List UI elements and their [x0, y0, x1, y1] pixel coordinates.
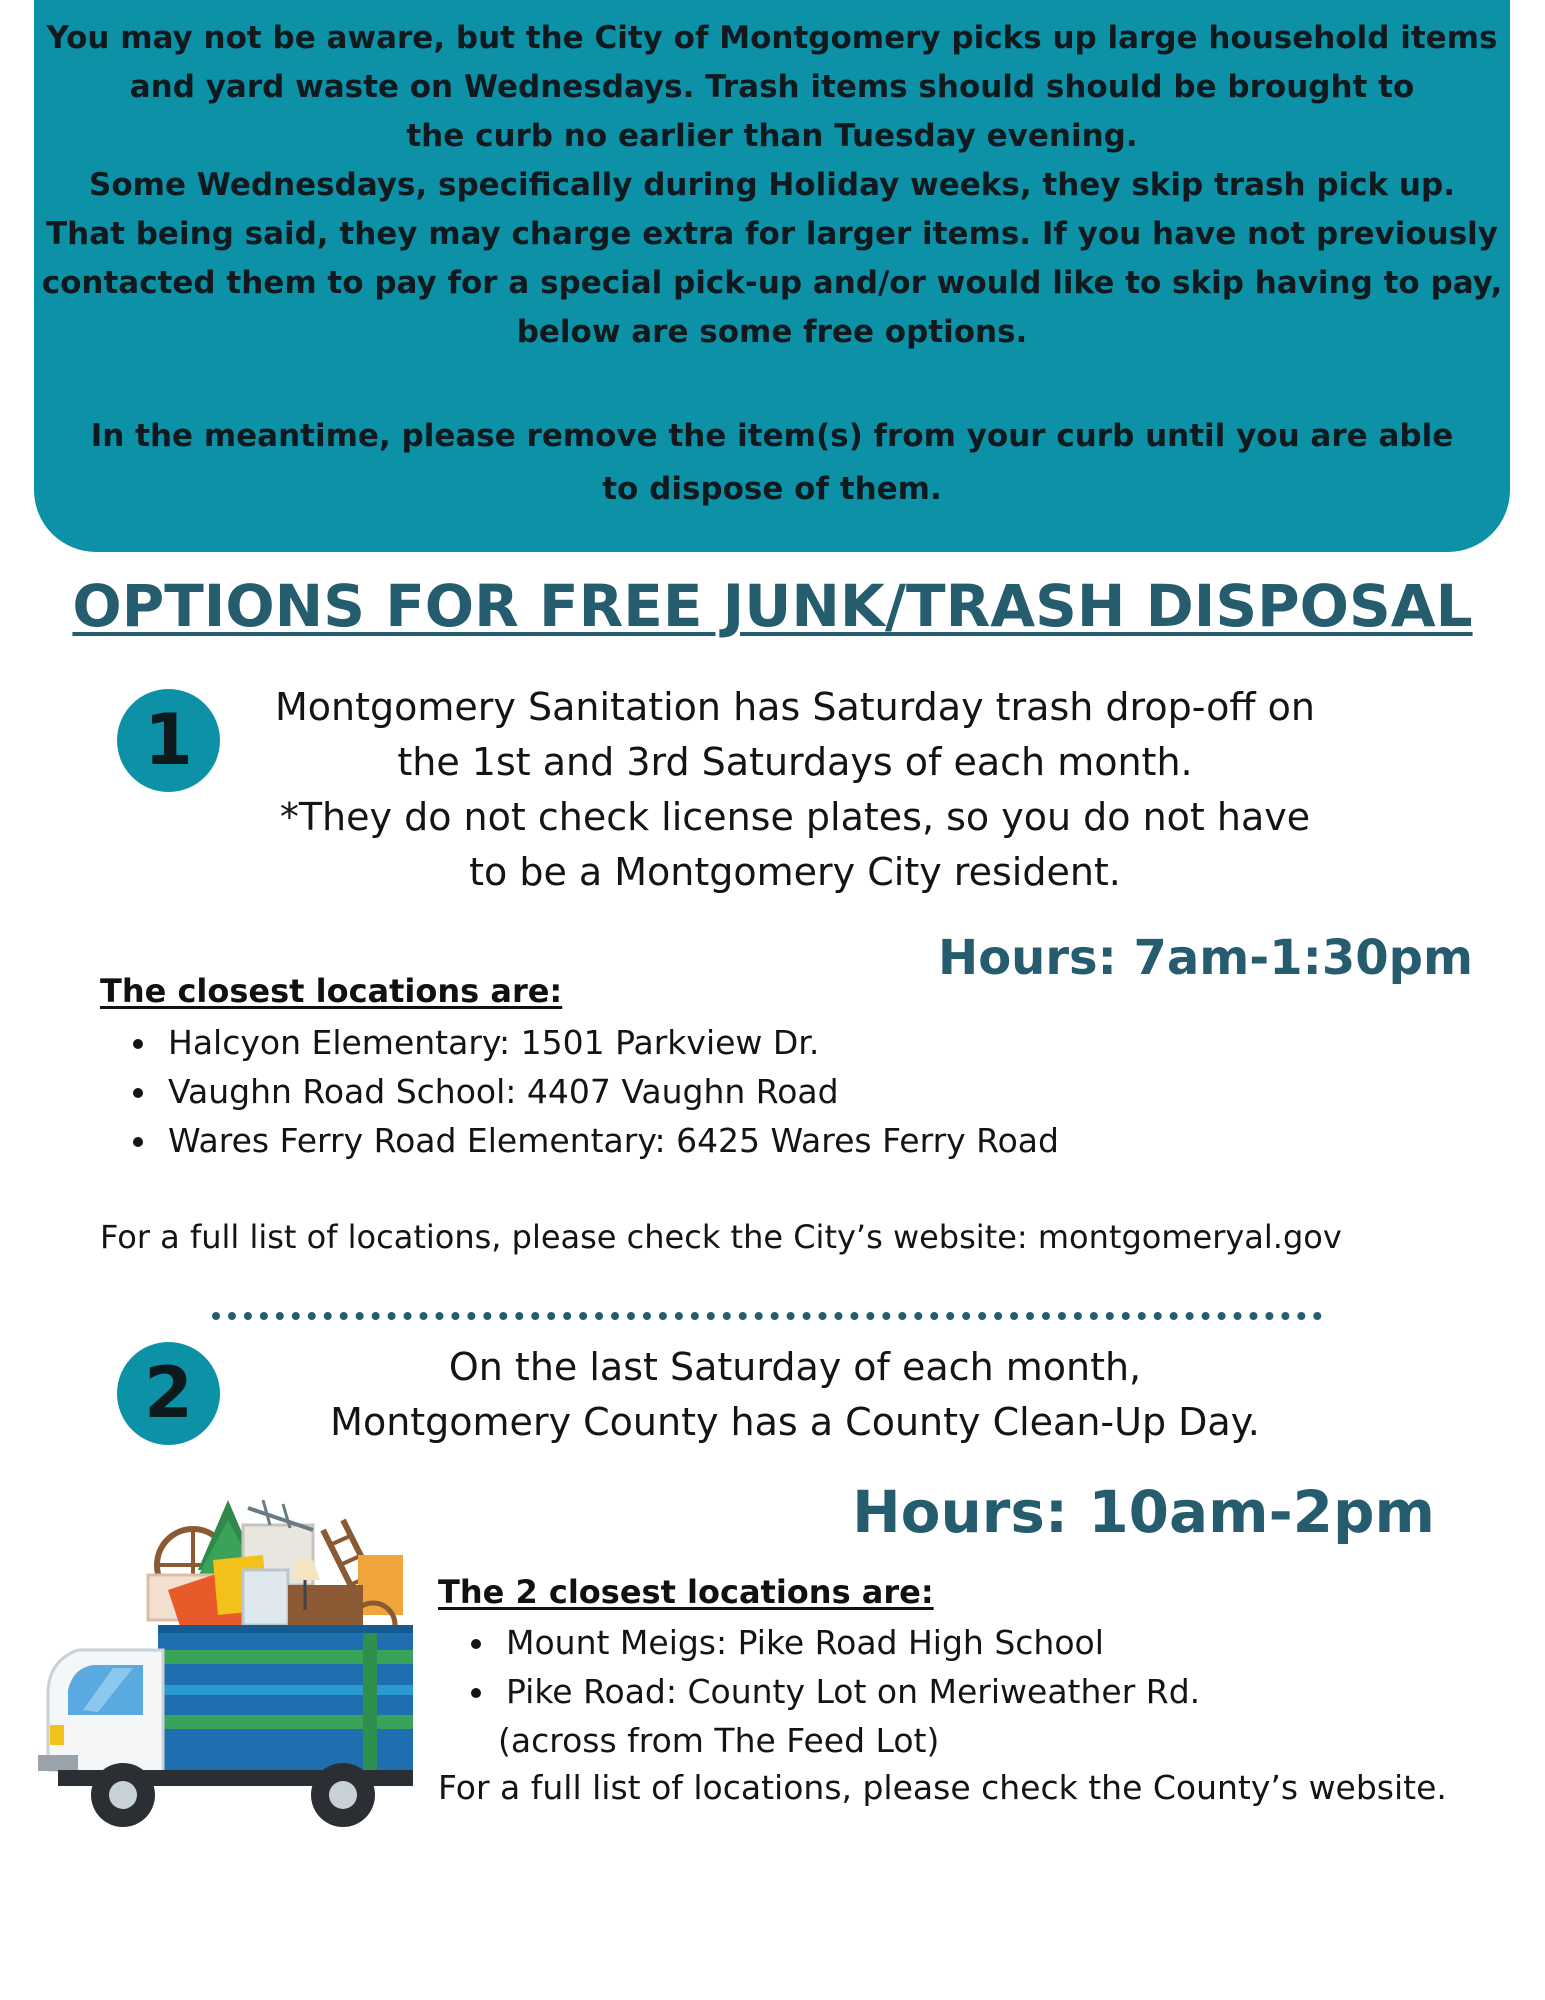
intro-line: That being said, they may charge extra for larger items. If you have not previously [45, 216, 1499, 252]
option-2-line: Montgomery County has a County Clean-Up Day. [330, 1400, 1260, 1444]
option-1-description [190, 680, 1400, 900]
intro-line: Some Wednesdays, specifically during Holiday weeks, they skip trash pick up. [89, 167, 1455, 203]
option-2-website-note: For a full list of locations, please check the County’s website. [438, 1768, 1447, 1807]
page-title: OPTIONS FOR FREE JUNK/TRASH DISPOSAL [72, 572, 1473, 640]
option-1-locations-heading: The closest locations are: [100, 972, 563, 1010]
option-2-number-badge: 2 [117, 1342, 220, 1445]
option-1-locations-list [124, 1018, 1059, 1165]
option-1-line: Montgomery Sanitation has Saturday trash drop-off on [275, 685, 1315, 729]
intro-line: below are some free options. [516, 314, 1028, 350]
list-item: • Vaughn Road School: 4407 Vaughn Road [160, 1067, 1059, 1116]
option-1-website-note: For a full list of locations, please check the City’s website: montgomeryal.gov [100, 1218, 1342, 1256]
intro-line: and yard waste on Wednesdays. Trash items should should be brought to [129, 69, 1415, 105]
intro-banner [34, 0, 1510, 552]
intro-text [34, 14, 1510, 516]
reminder-line: In the meantime, please remove the item(s) from your curb until you are able [90, 418, 1454, 454]
option-2-hours: Hours: 10am-2pm [852, 1478, 1435, 1546]
intro-line: contacted them to pay for a special pick-up and/or would like to skip having to pay, [41, 265, 1503, 301]
intro-line: You may not be aware, but the City of Montgomery picks up large household items [46, 20, 1498, 56]
list-item: • Mount Meigs: Pike Road High School [498, 1618, 1200, 1667]
option-1-line: the 1st and 3rd Saturdays of each month. [397, 740, 1193, 784]
option-1-line: to be a Montgomery City resident. [469, 850, 1121, 894]
list-item: • Pike Road: County Lot on Meriweather Rd. [498, 1667, 1200, 1716]
intro-line: the curb no earlier than Tuesday evening. [406, 118, 1138, 154]
section-divider [212, 1312, 1322, 1320]
option-2-locations-heading: The 2 closest locations are: [438, 1573, 934, 1611]
list-item: • Wares Ferry Road Elementary: 6425 Wares Ferry Road [160, 1116, 1059, 1165]
location-note: (across from The Feed Lot) [498, 1721, 940, 1760]
option-1-hours: Hours: 7am-1:30pm [938, 930, 1473, 986]
junk-truck-icon [38, 1500, 423, 1830]
option-2-description [190, 1340, 1400, 1450]
option-2-locations-list [462, 1618, 1200, 1765]
option-2-line: On the last Saturday of each month, [448, 1345, 1142, 1389]
option-1-line: *They do not check license plates, so you do not have [279, 795, 1311, 839]
list-item: • Halcyon Elementary: 1501 Parkview Dr. [160, 1018, 1059, 1067]
reminder-line: to dispose of them. [602, 471, 942, 507]
option-1-number-badge: 1 [117, 689, 220, 792]
